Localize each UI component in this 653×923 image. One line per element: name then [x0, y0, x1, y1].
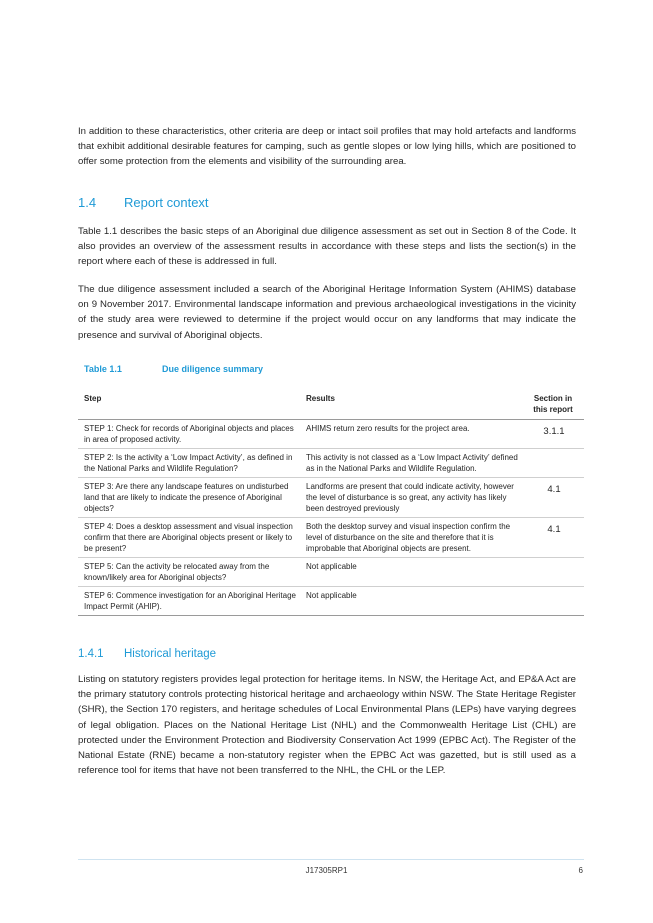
table-row	[78, 518, 584, 558]
header-section-line2: this report	[533, 405, 573, 414]
table-header-row	[78, 389, 584, 420]
footer-divider	[78, 859, 584, 860]
subsection-number: 1.4.1	[78, 648, 104, 660]
section-cell: 4.1	[522, 518, 584, 558]
step-cell: STEP 4: Does a desktop assessment and visual inspection confirm that there are Aboriginal objects present or likely to be present?	[78, 518, 300, 558]
header-section-line1: Section in	[533, 394, 573, 403]
step-cell: STEP 3: Are there any landscape features on undisturbed land that are likely to indicate the presence of Aboriginal objects?	[78, 478, 300, 518]
table-row	[78, 449, 584, 478]
header-section	[522, 389, 584, 420]
results-cell: Landforms are present that could indicate activity, however the level of disturbance is so great, any activity has likely been destroyed previously	[300, 478, 522, 518]
section-title: Report context	[124, 195, 209, 210]
footer-page-number: 6	[578, 866, 583, 875]
table-row	[78, 478, 584, 518]
step-cell: STEP 1: Check for records of Aboriginal objects and places in area of proposed activity.	[78, 420, 300, 449]
table-caption-number: Table 1.1	[84, 364, 122, 374]
historical-paragraph: Listing on statutory registers provides legal protection for heritage items. In NSW, the Heritage Act, and EP&A Act are the primary statutory controls protecting historical heritage and archaeology within NSW. The State Heritage Register (SHR), the Section 170 registers, and heritage schedules of Local Environmental Plans (LEPs) have varying degrees of legal obligation. Places on the National Heritage List (NHL) and the Commonwealth Heritage List (CHL) are protected under the Environment Protection and Biodiversity Conservation Act 1999 (EPBC Act). The Register of the National Estate (RNE) became a non-statutory register when the EPBC Act was gazetted, but is still used as a reference tool for items that have not been transferred to the NHL, the CHL or the LEP.	[78, 674, 576, 777]
results-cell: This activity is not classed as a ‘Low Impact Activity’ defined as in the National Parks and Wildlife Regulation.	[300, 449, 522, 478]
header-results: Results	[300, 389, 522, 420]
section-cell	[522, 587, 584, 616]
subsection-title: Historical heritage	[124, 648, 217, 660]
section-cell: 3.1.1	[522, 420, 584, 449]
intro-paragraph: In addition to these characteristics, other criteria are deep or intact soil profiles that may hold artefacts and landforms that exhibit additional desirable features for camping, such as gentle slopes or low lying hills, which are positioned to offer some protection from the elements and visibility of the surrounding area.	[78, 126, 576, 168]
step-cell: STEP 5: Can the activity be relocated away from the known/likely area for Aboriginal objects?	[78, 558, 300, 587]
table-row	[78, 558, 584, 587]
report-context-paragraph-2: The due diligence assessment included a search of the Aboriginal Heritage Information System (AHIMS) database on 9 November 2017. Environmental landscape information and previous archaeological investigations in the vicinity of the study area were reviewed to determine if the project would occur on any landforms that may indicate the presence and survival of Aboriginal objects.	[78, 284, 576, 341]
table-caption-title: Due diligence summary	[162, 364, 264, 374]
results-cell: Not applicable	[300, 587, 522, 616]
due-diligence-table	[78, 389, 584, 616]
results-cell: Both the desktop survey and visual inspection confirm the level of disturbance on the site and therefore that it is improbable that Aboriginal objects are present.	[300, 518, 522, 558]
table-row	[78, 587, 584, 616]
results-cell: Not applicable	[300, 558, 522, 587]
results-cell: AHIMS return zero results for the project area.	[300, 420, 522, 449]
step-cell: STEP 2: Is the activity a ‘Low Impact Activity’, as defined in the National Parks and Wildlife Regulation?	[78, 449, 300, 478]
table-row	[78, 420, 584, 449]
section-number: 1.4	[78, 195, 97, 210]
step-cell: STEP 6: Commence investigation for an Aboriginal Heritage Impact Permit (AHIP).	[78, 587, 300, 616]
section-cell	[522, 449, 584, 478]
report-context-paragraph-1: Table 1.1 describes the basic steps of an Aboriginal due diligence assessment as set out in Section 8 of the Code. It also provides an overview of the assessment results in accordance with these steps and lists the section(s) in the report where each of these is addressed in full.	[78, 226, 576, 268]
subsection-heading-historical	[78, 647, 216, 661]
table-caption	[84, 364, 263, 374]
header-step: Step	[78, 389, 300, 420]
section-heading-report-context	[78, 195, 209, 211]
footer-document-code: J17305RP1	[305, 866, 348, 875]
section-cell	[522, 558, 584, 587]
section-cell: 4.1	[522, 478, 584, 518]
